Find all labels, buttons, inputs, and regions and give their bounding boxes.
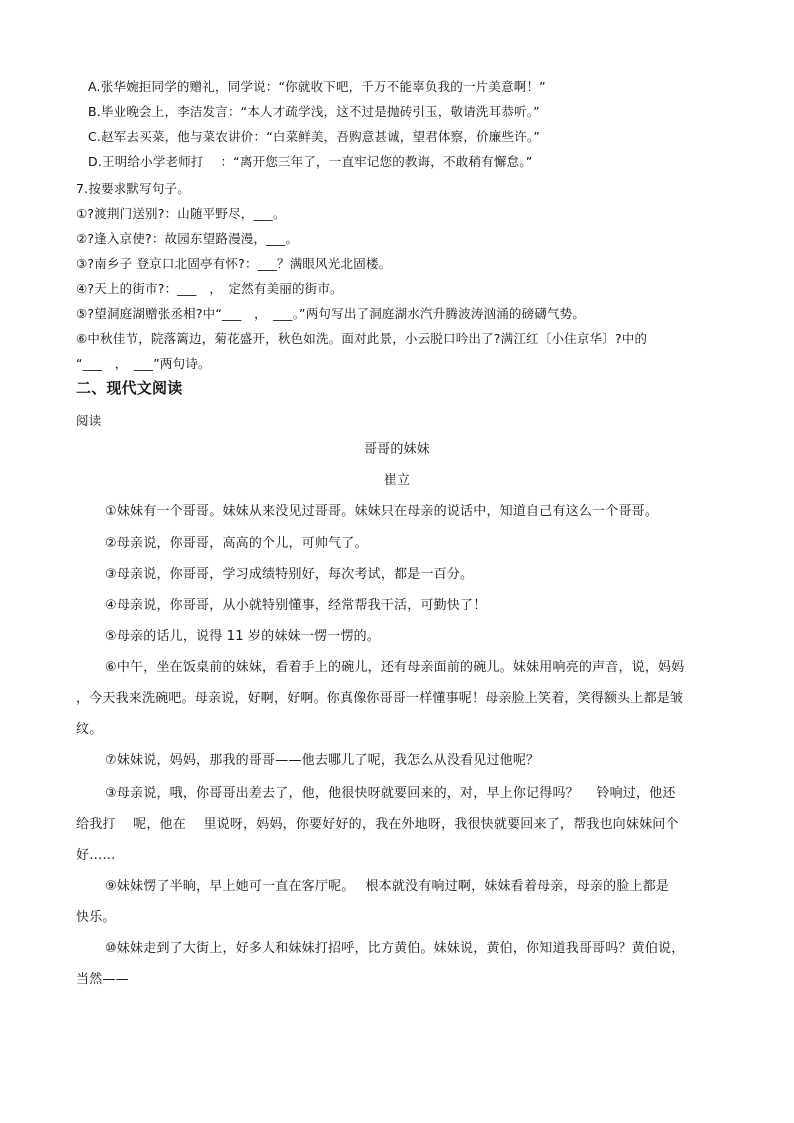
paragraph-10-line-2: 当然—— [76,972,129,987]
paragraph-6-line-1: ⑥中午，坐在饭桌前的妹妹，看着手上的碗儿，还有母亲面前的碗儿。妹妹用响亮的声音，说，妈妈 [105,660,685,675]
paragraph-5: ⑤母亲的话儿，说得 11 岁的妹妹一愣一愣的。 [105,629,381,644]
paragraph-9-line-1: ⑨妹妹愣了半晌，早上她可一直在客厅呢。 根本就没有响过啊，妹妹看着母亲，母亲的脸上都是 [105,879,670,894]
paragraph-9-line-2: 快乐。 [76,910,116,925]
paragraph-8-line-1: ③母亲说，哦，你哥哥出差去了，他，他很快呀就要回来的，对，早上你记得吗？ 铃响过，他还 [105,786,676,801]
option-a: A.张华婉拒同学的赠礼，同学说：“你就收下吧，千万不能辜负我的一片美意啊！” [88,79,546,94]
article-title: 哥哥的妹妹 [363,442,430,457]
section-intro: 阅读 [76,413,102,428]
paragraph-2: ②母亲说，你哥哥，高高的个儿，可帅气了。 [105,536,368,551]
question-7-item-6-cont: “___ ， ___”两句诗。 [76,356,211,371]
paragraph-8-line-3: 好…… [76,848,116,863]
paragraph-7: ⑦妹妹说，妈妈，那我的哥哥——他去哪儿了呢，我怎么从没看见过他呢？ [105,753,540,768]
paragraph-10-line-1: ⑩妹妹走到了大街上，好多人和妹妹打招呼，比方黄伯。妹妹说，黄伯，你知道我哥哥吗？黄伯说， [105,941,685,956]
option-c: C.赵军去买菜，他与菜农讲价：“白菜鲜美，吾购意甚诚，望君体察，价廉些许。” [88,129,541,144]
question-7-item-1: ①?渡荆门送别?：山随平野尽，___。 [76,206,286,221]
paragraph-6-line-2: ，今天我来洗碗吧。母亲说，好啊，好啊。你真像你哥哥一样懂事呢！母亲脸上笑着，笑得额头上都是皱 [76,691,684,706]
paragraph-1: ①妹妹有一个哥哥。妹妹从来没见过哥哥。妹妹只在母亲的说话中，知道自己有这么一个哥哥。 [105,504,659,519]
question-7-item-5: ⑤?望洞庭湖赠张丞相?中“___ ， ___。”两句写出了洞庭湖水汽升腾波涛汹涌的磅礴气势。 [76,306,586,321]
option-d: D.王明给小学老师打 ：“离开您三年了，一直牢记您的教诲，不敢稍有懈怠。” [88,154,533,169]
paragraph-4: ④母亲说，你哥哥，从小就特别懂事，经常帮我干活，可勤快了！ [105,598,487,613]
question-7-item-2: ②?逢入京使?：故园东望路漫漫，___。 [76,231,299,246]
paragraph-8-line-2: 给我打 呢，他在 里说呀，妈妈，你要好好的，我在外地呀，我很快就要回来了，帮我也向妹妹问个 [76,817,679,832]
option-b: B.毕业晚会上，李洁发言：“本人才疏学浅，这不过是抛砖引玉，敬请洗耳恭听。” [88,104,540,119]
paragraph-6-line-3: 纹。 [76,722,103,737]
paragraph-3: ③母亲说，你哥哥，学习成绩特别好，每次考试，都是一百分。 [105,567,474,582]
question-7-stem: 7.按要求默写句子。 [76,181,190,196]
question-7-item-6: ⑥中秋佳节，院落篱边，菊花盛开，秋色如洗。面对此景，小云脱口吟出了?满江红〔小住京华〕?中的 [76,331,648,346]
question-7-item-3: ③?南乡子 登京口北固亭有怀?：___？满眼风光北固楼。 [76,256,392,271]
section-heading: 二、现代文阅读 [76,379,183,397]
question-7-item-4: ④?天上的街市?：___ ， 定然有美丽的街市。 [76,281,343,296]
article-author: 崔立 [383,473,411,488]
